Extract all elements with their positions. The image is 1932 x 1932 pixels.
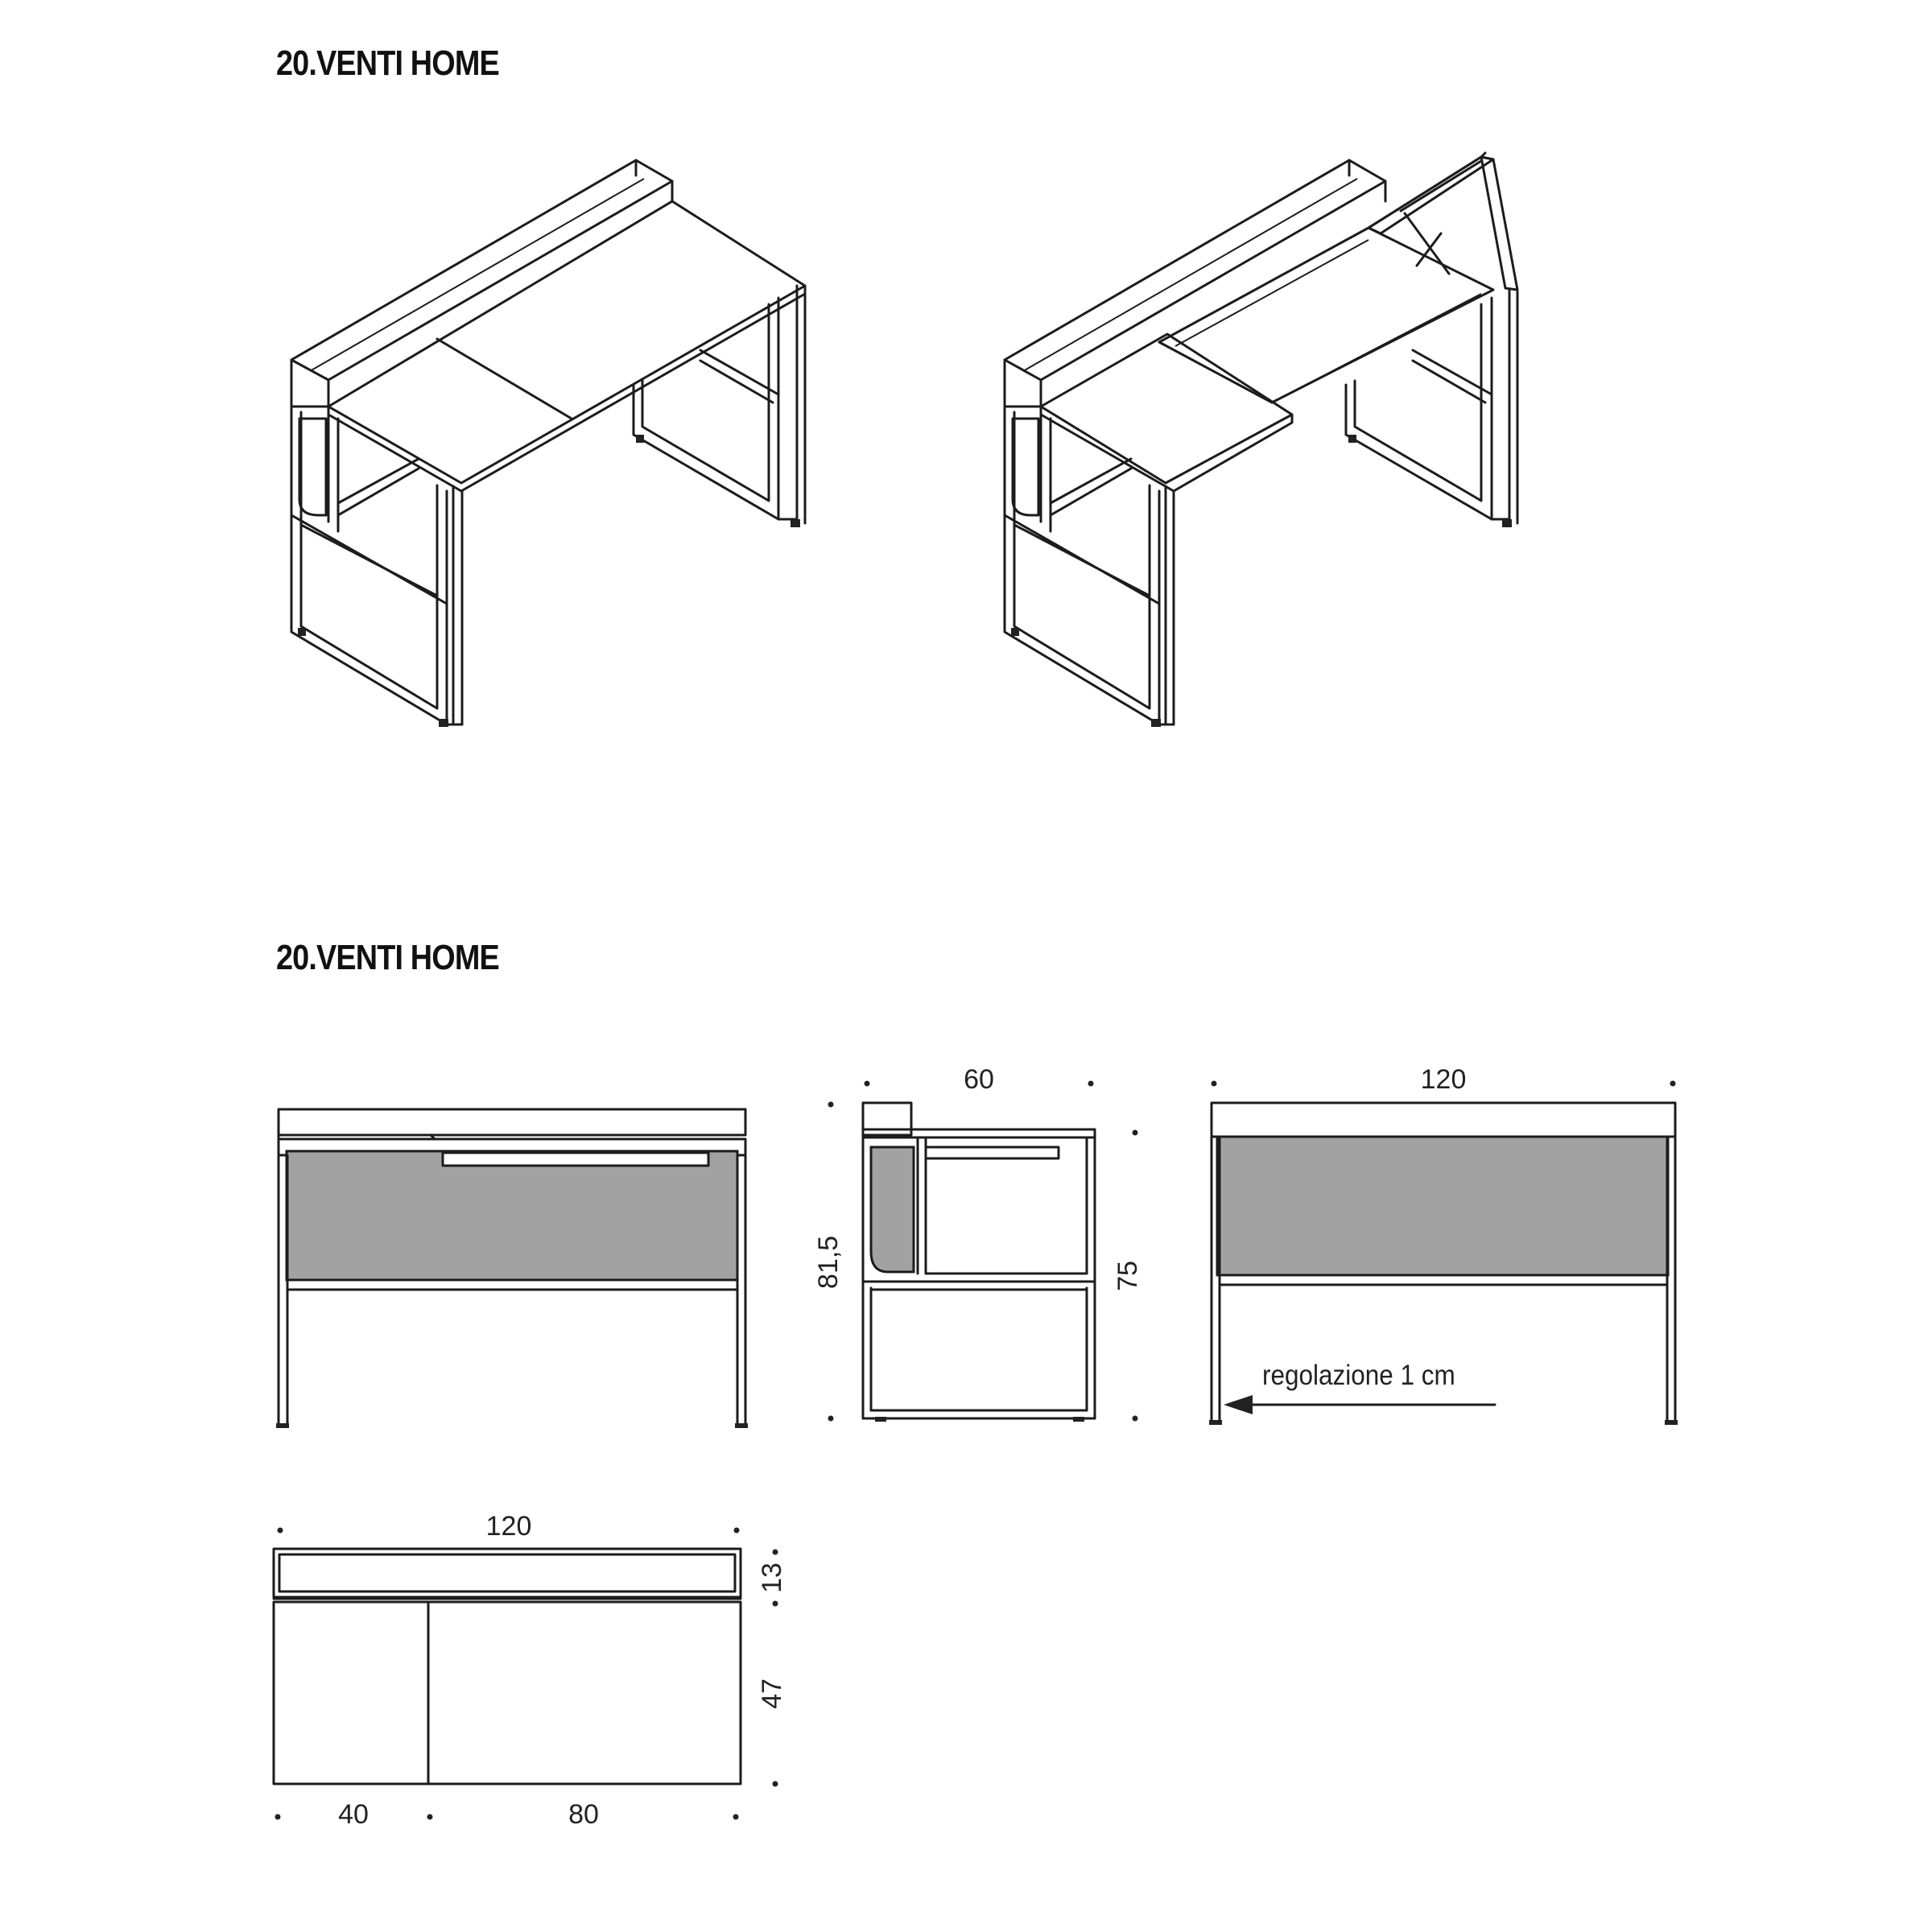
dim-side-total-height: 81,5 (813, 1235, 844, 1290)
dim-plan-tray-depth: 13 (757, 1563, 787, 1593)
section-title-dimensions: 20.VENTI HOME (276, 938, 499, 977)
back-elevation (1209, 1064, 1678, 1425)
section-title-views: 20.VENTI HOME (276, 43, 499, 83)
dim-side-top-height: 75 (1113, 1261, 1143, 1291)
dim-plan-width: 120 (485, 1511, 532, 1542)
front-elevation (276, 1109, 748, 1428)
dim-back-width: 120 (1420, 1064, 1467, 1095)
dim-plan-top-depth: 47 (757, 1678, 787, 1709)
iso-desk-open (1005, 153, 1517, 727)
dim-plan-right-section: 80 (568, 1799, 599, 1830)
side-elevation (813, 1064, 1143, 1422)
dim-side-width: 60 (964, 1064, 994, 1095)
plan-view (274, 1511, 787, 1830)
iso-desk-closed (291, 160, 805, 727)
adjustment-note: regolazione 1 cm (1262, 1360, 1455, 1392)
dim-plan-left-section: 40 (338, 1799, 369, 1830)
